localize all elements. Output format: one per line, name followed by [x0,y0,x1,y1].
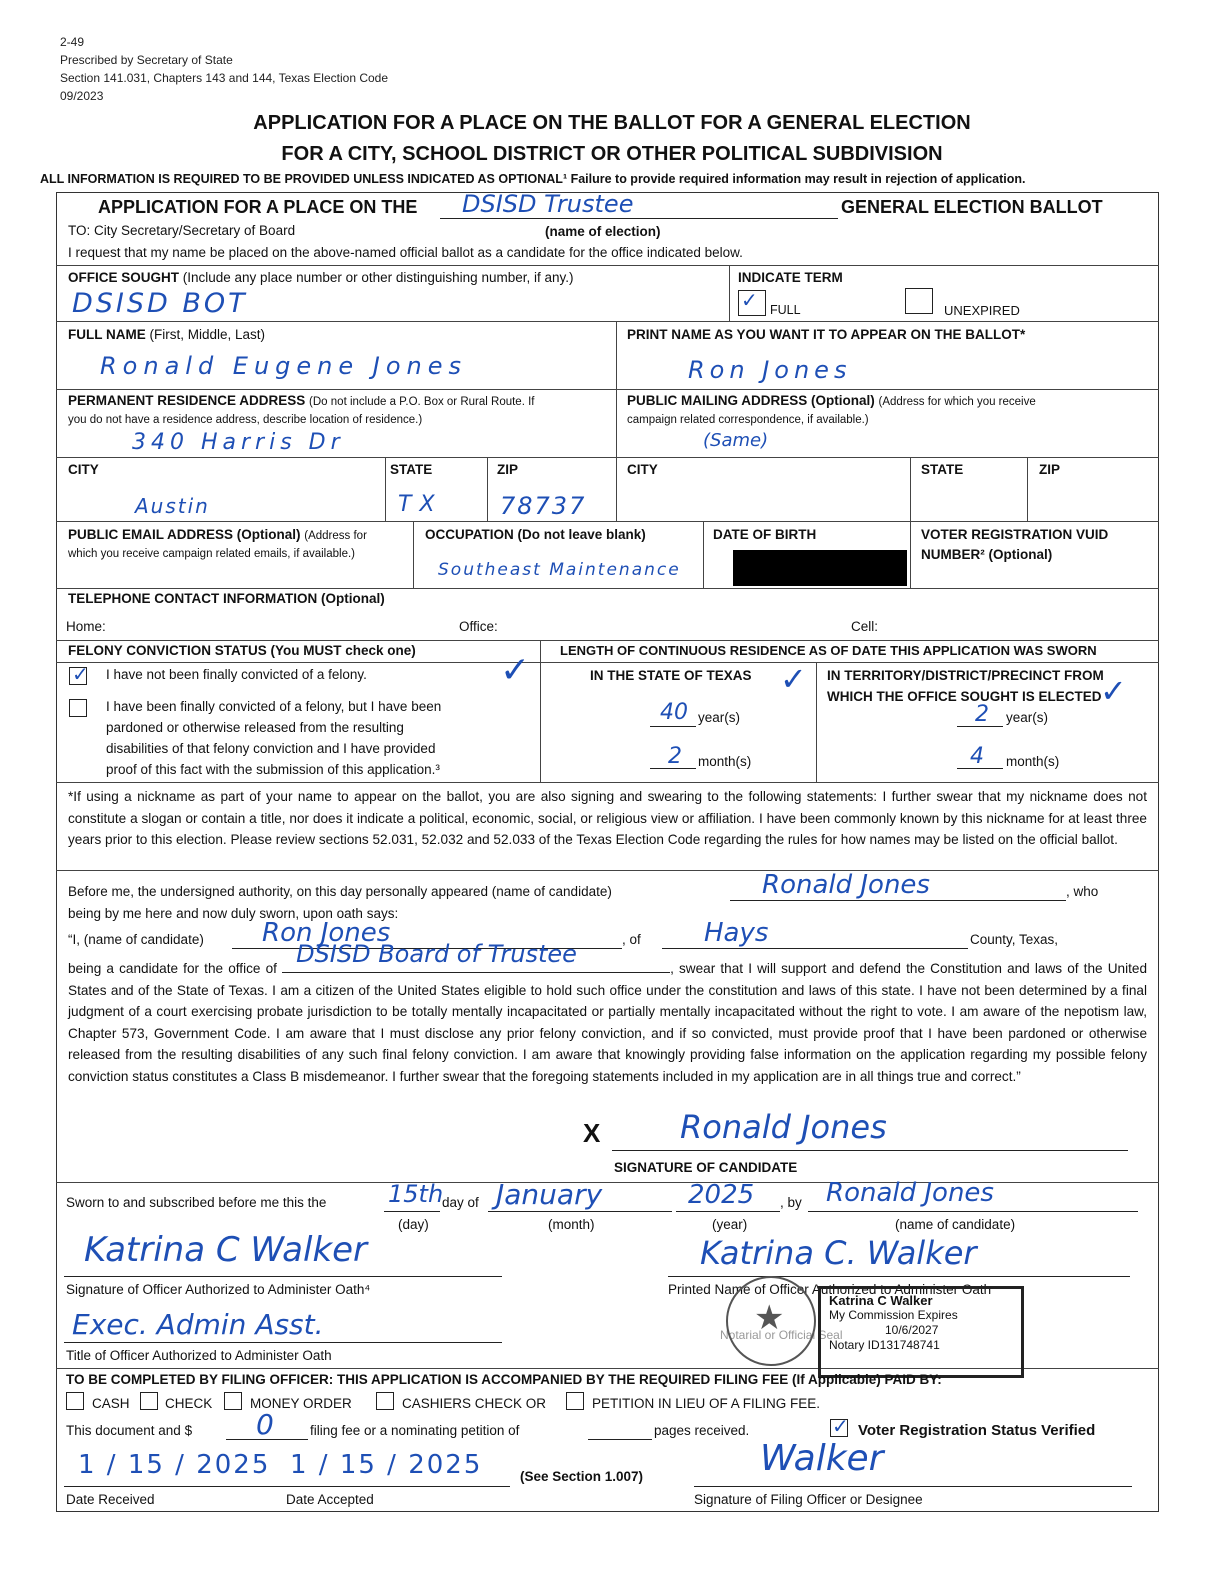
dob-redaction [733,550,907,586]
stamp-id: Notary ID131748741 [829,1338,940,1352]
full-term-label: FULL [770,303,801,317]
app-prefix: APPLICATION FOR A PLACE ON THE [98,197,418,217]
residence-state-label: IN THE STATE OF TEXAS [590,668,752,683]
stamp-name: Katrina C Walker [829,1293,933,1308]
felony-not-convicted-mark: ✓ [72,664,89,686]
oath-office-value: DSISD Board of Trustee [296,940,577,968]
city-value: Austin [135,494,210,518]
mailing-zip-label: ZIP [1039,462,1061,477]
perm-address-note: you do not have a residence address, describe location of residence.) [68,414,423,426]
sworn-year-value: 2025 [688,1180,755,1210]
oath-i-name: “I, (name of candidate) [68,932,204,947]
felony-option-2b: pardoned or otherwise released from the resulting [106,720,404,735]
print-name-value: Ron Jones [688,356,852,384]
felony-option-2d: proof of this fact with the submission of this application.³ [106,762,440,777]
day-label: (day) [398,1217,429,1232]
email-label: PUBLIC EMAIL ADDRESS (Optional) (Address for [68,527,367,542]
mailing-city-label: CITY [627,462,658,477]
oath-who: , who [1066,884,1099,899]
check-label: CHECK [165,1396,213,1411]
sworn-name-value: Ronald Jones [826,1178,994,1208]
money-order-checkbox[interactable] [224,1392,242,1410]
cashiers-check-checkbox[interactable] [376,1392,394,1410]
print-name-label: PRINT NAME AS YOU WANT IT TO APPEAR ON THE BALLOT* [627,327,1026,342]
felony-status-label: FELONY CONVICTION STATUS (You MUST check one) [68,643,416,658]
mailing-address-label: PUBLIC MAILING ADDRESS (Optional) (Address for which you receive [627,393,1036,408]
election-name-value: DSISD Trustee [462,190,634,218]
full-term-check-mark: ✓ [741,290,758,312]
notary-seal-star: ★ [754,1299,785,1337]
date-received-value: 1 / 15 / 2025 [78,1450,271,1480]
cash-label: CASH [92,1396,130,1411]
section-line: Section 141.031, Chapters 143 and 144, Texas Election Code [60,71,389,85]
residence-check-mark: ✓ [780,660,807,698]
seal-label: Notarial or Official Seal [720,1328,843,1342]
officer-title-value: Exec. Admin Asst. [72,1308,324,1341]
occupation-label: OCCUPATION (Do not leave blank) [425,527,646,542]
check-checkbox[interactable] [140,1392,158,1410]
signature-x: X [583,1118,601,1148]
telephone-label: TELEPHONE CONTACT INFORMATION (Optional) [68,591,385,606]
see-section: (See Section 1.007) [520,1469,644,1484]
oath-county-value: Hays [704,918,769,948]
vuid-label-2: NUMBER² (Optional) [921,547,1053,562]
vuid-label: VOTER REGISTRATION VUID [921,527,1109,542]
oath-of: , of [622,932,641,947]
territory-years-value: 2 [975,702,989,727]
phone-office-label: Office: [459,619,498,634]
oath-candidate-name-1: Ronald Jones [762,870,930,900]
residence-length-label: LENGTH OF CONTINUOUS RESIDENCE AS OF DATE THIS APPLICATION WAS SWORN [560,643,1097,658]
date-accepted-value: 1 / 15 / 2025 [290,1450,483,1480]
sworn-month-value: January [496,1178,603,1211]
notary-stamp [818,1286,1024,1378]
territory-months-word: month(s) [1006,754,1060,769]
to-line: TO: City Secretary/Secretary of Board [68,223,296,238]
name-of-election-label: (name of election) [545,224,661,239]
felony-check-mark: ✓ [500,650,531,691]
request-line: I request that my name be placed on the above-named official ballot as a candidate for the office indicated below. [68,245,743,260]
territory-months-value: 4 [970,744,984,769]
territory-check-mark: ✓ [1100,672,1127,710]
state-years-value: 40 [660,700,688,725]
zip-value: 78737 [500,492,587,520]
fee-value: 0 [256,1408,274,1441]
city-label: CITY [68,462,99,477]
unexpired-term-label: UNEXPIRED [944,303,1020,318]
perm-address-label: PERMANENT RESIDENCE ADDRESS (Do not include a P.O. Box or Rural Route. If [68,393,535,408]
stamp-commission: My Commission Expires [829,1308,958,1322]
cashiers-check-label: CASHIERS CHECK OR [402,1396,547,1411]
voter-verified-label: Voter Registration Status Verified [858,1422,1096,1439]
filing-signature-label: Signature of Filing Officer or Designee [694,1492,923,1507]
mailing-address-value: (Same) [703,430,769,451]
unexpired-term-checkbox[interactable] [905,288,933,314]
territory-years-word: year(s) [1006,710,1049,725]
petition-label: PETITION IN LIEU OF A FILING FEE. [592,1396,821,1411]
filing-header: TO BE COMPLETED BY FILING OFFICER: THIS APPLICATION IS ACCOMPANIED BY THE REQUIRED FILING FEE (If Applicable) PAID BY: [66,1372,942,1387]
app-suffix: GENERAL ELECTION BALLOT [841,197,1103,217]
date-accepted-label: Date Accepted [286,1492,374,1507]
officer-printed-name: Katrina C. Walker [700,1234,977,1272]
felony-option-1: I have not been finally convicted of a felony. [106,667,367,682]
cash-checkbox[interactable] [66,1392,84,1410]
state-months-value: 2 [668,744,682,769]
document-pre: This document and $ [66,1423,193,1438]
form-header [60,33,388,105]
month-label: (month) [548,1217,595,1232]
state-label: STATE [390,462,433,477]
oath-being-sworn: being by me here and now duly sworn, upon oath says: [68,906,399,921]
year-label: (year) [712,1217,748,1232]
petition-checkbox[interactable] [566,1392,584,1410]
sworn-day-value: 15th [388,1180,444,1208]
required-notice: ALL INFORMATION IS REQUIRED TO BE PROVIDED UNLESS INDICATED AS OPTIONAL¹ Failure to provide required information may result in rejection of application. [40,172,1026,186]
officer-title-label: Title of Officer Authorized to Administer Oath [66,1348,332,1363]
occupation-value: Southeast Maintenance [438,560,681,580]
mailing-address-note: campaign related correspondence, if available.) [627,414,869,426]
form-number: 2-49 [60,35,85,49]
full-name-value: Ronald Eugene Jones [100,352,468,380]
sworn-day-of: day of [442,1195,479,1210]
candidate-signature-label: SIGNATURE OF CANDIDATE [614,1160,798,1175]
date-received-label: Date Received [66,1492,155,1507]
felony-option-2a: I have been finally convicted of a felony, but I have been [106,699,442,714]
phone-cell-label: Cell: [851,619,879,634]
officer-signature-label: Signature of Officer Authorized to Administer Oath⁴ [66,1282,371,1297]
form-date: 09/2023 [60,89,104,103]
office-sought-label: OFFICE SOUGHT (Include any place number or other distinguishing number, if any.) [68,270,574,285]
full-name-label: FULL NAME (First, Middle, Last) [68,327,266,342]
phone-home-label: Home: [66,619,106,634]
felony-pardoned-checkbox[interactable] [69,699,87,717]
name-of-candidate-label: (name of candidate) [895,1217,1016,1232]
money-order-label: MONEY ORDER [250,1396,352,1411]
voter-verified-mark: ✓ [832,1416,849,1438]
nickname-notice: *If using a nickname as part of your name to appear on the ballot, you are also signing and swearing to the following statements: I further swear that my nickname does not constitute a slogan or contain a title, nor does it indicate a political, economic, social, or religious view or affiliation. I have been commonly known by this nickname for at least three years prior to this election. Please review sections 52.031, 52.032 and 52.033 of the Texas Election Code regarding the rules for how names may be listed on the official ballot. [68,789,1147,848]
perm-address-value: 340 Harris Dr [132,430,345,455]
stamp-expiry: 10/6/2027 [885,1323,939,1337]
indicate-term-label: INDICATE TERM [738,270,843,285]
oath-before-text: Before me, the undersigned authority, on this day personally appeared (name of candidate) [68,884,612,899]
oath-swear-paragraph: being a candidate for the office of DSISD Board of Trustee , swear that I will support and defend the Constitution and laws of the United States and of the State of Texas. I am a citizen of the United States eligible to hold such office under the constitution and laws of this state. I have not been determined by a final judgment of a court exercising probate jurisdiction to be totally mentally incapacitated or partially mentally incapacitated without the right to vote. I am aware of the nepotism law, Chapter 573, Government Code. I am aware that I must disclose any prior felony conviction, and if so convicted, must provide proof that I have been pardoned or otherwise released from the resulting disabilities of any such final felony conviction. I am aware that knowingly providing false information on the application regarding my possible felony conviction status constitutes a Class B misdemeanor. I further swear that the foregoing statements included in my application are in all things true and correct.” [68,940,1148,1084]
email-note: which you receive campaign related emails, if available.) [68,548,356,560]
title-line-2: FOR A CITY, SCHOOL DISTRICT OR OTHER POLITICAL SUBDIVISION [281,143,943,165]
oath-county-texas: County, Texas, [970,932,1059,947]
zip-label: ZIP [497,462,519,477]
sworn-pre: Sworn to and subscribed before me this the [66,1195,327,1210]
felony-option-2c: disabilities of that felony conviction and I have provided [106,741,436,756]
officer-printed-name-label: Printed Name of Officer Authorized to Administer Oath [668,1282,992,1297]
office-sought-value: DSISD BOT [72,288,248,319]
oath-candidate-name-2: Ron Jones [262,918,391,948]
document-post: pages received. [654,1423,750,1438]
state-months-word: month(s) [698,754,752,769]
sworn-by: , by [780,1195,802,1210]
candidate-signature: Ronald Jones [680,1108,887,1146]
document-mid: filing fee or a nominating petition of [310,1423,520,1438]
title-line-1: APPLICATION FOR A PLACE ON THE BALLOT FOR A GENERAL ELECTION [253,112,971,134]
residence-territory-label-2: WHICH THE OFFICE SOUGHT IS ELECTED [827,689,1102,704]
prescribed-line: Prescribed by Secretary of State [60,53,233,67]
officer-signature: Katrina C Walker [84,1230,368,1270]
state-value: TX [398,492,443,517]
mailing-state-label: STATE [921,462,964,477]
filing-officer-signature: Walker [760,1438,884,1479]
residence-territory-label-1: IN TERRITORY/DISTRICT/PRECINCT FROM [827,668,1104,683]
dob-label: DATE OF BIRTH [713,527,817,542]
state-years-word: year(s) [698,710,741,725]
